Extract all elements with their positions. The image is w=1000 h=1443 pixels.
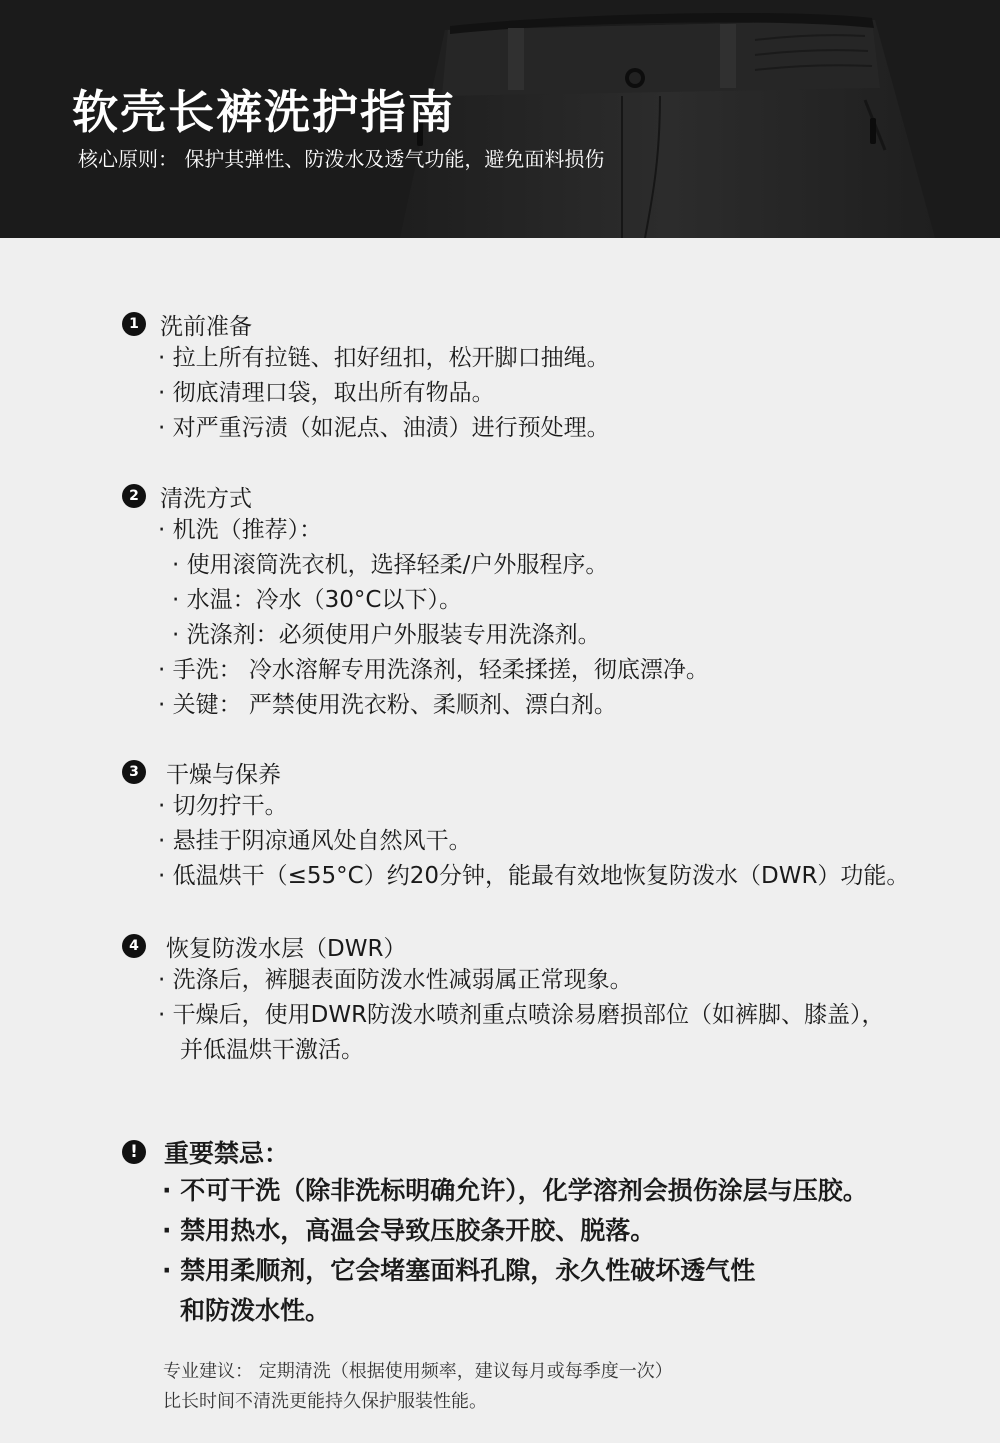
- list-item: · 机洗（推荐）：: [158, 517, 323, 543]
- warning-item: · 禁用热水，高温会导致压胶条开胶、脱落。: [162, 1216, 656, 1245]
- list-item: · 使用滚筒洗衣机，选择轻柔/户外服程序。: [172, 552, 609, 578]
- section-header: [122, 755, 909, 789]
- professional-advice: [163, 1357, 673, 1417]
- number-badge: 2: [122, 484, 146, 508]
- list-item: · 低温烘干（≤55°C）约20分钟，能最有效地恢复防泼水（DWR）功能。: [158, 863, 910, 889]
- section-header: [122, 929, 885, 963]
- warning-item: · 不可干洗（除非洗标明确允许），化学溶剂会损伤涂层与压胶。: [162, 1176, 868, 1205]
- warning-title: 重要禁忌：: [164, 1139, 290, 1168]
- list-item: · 关键： 严禁使用洗衣粉、柔顺剂、漂白剂。: [158, 692, 617, 718]
- list-item: · 洗涤剂：必须使用户外服装专用洗涤剂。: [172, 622, 601, 648]
- warning-section: [122, 1133, 868, 1331]
- page-subtitle: 核心原则： 保护其弹性、防泼水及透气功能，避免面料损伤: [78, 147, 605, 171]
- section-header: [122, 307, 610, 341]
- header-banner: [0, 0, 1000, 238]
- section-title: 恢复防泼水层（DWR）: [166, 935, 407, 962]
- warning-header: [122, 1133, 868, 1171]
- list-item: · 洗涤后，裤腿表面防泼水性减弱属正常现象。: [158, 967, 633, 993]
- list-item: · 干燥后，使用DWR防泼水喷剂重点喷涂易磨损部位（如裤脚、膝盖），: [158, 1002, 885, 1028]
- list-item: · 对严重污渍（如泥点、油渍）进行预处理。: [158, 415, 610, 441]
- exclamation-icon: !: [122, 1140, 146, 1164]
- section-title: 洗前准备: [160, 313, 252, 340]
- list-item: 并低温烘干激活。: [180, 1037, 364, 1063]
- advice-line: 专业建议： 定期清洗（根据使用频率，建议每月或每季度一次）: [163, 1361, 673, 1382]
- section-washing: [122, 479, 709, 723]
- section-header: [122, 479, 709, 513]
- section-pre-wash: [122, 307, 610, 446]
- list-item: · 拉上所有拉链、扣好纽扣，松开脚口抽绳。: [158, 345, 610, 371]
- section-drying: [122, 755, 909, 894]
- number-badge: 4: [122, 934, 146, 958]
- number-badge: 1: [122, 312, 146, 336]
- advice-line: 比长时间不清洗更能持久保护服装性能。: [163, 1391, 487, 1412]
- list-item: · 手洗： 冷水溶解专用洗涤剂，轻柔揉搓，彻底漂净。: [158, 657, 709, 683]
- list-item: · 水温：冷水（30°C以下）。: [172, 587, 462, 613]
- section-dwr: [122, 929, 885, 1068]
- number-badge: 3: [122, 760, 146, 784]
- page-title: 软壳长裤洗护指南: [72, 85, 456, 139]
- warning-item: · 禁用柔顺剂，它会堵塞面料孔隙，永久性破坏透气性: [162, 1256, 756, 1285]
- softshell-pants-image: [360, 0, 1000, 238]
- list-item: · 切勿拧干。: [158, 793, 288, 819]
- section-title: 清洗方式: [160, 485, 252, 512]
- list-item: · 悬挂于阴凉通风处自然风干。: [158, 828, 472, 854]
- section-title: 干燥与保养: [166, 761, 281, 788]
- warning-item: 和防泼水性。: [180, 1296, 331, 1325]
- list-item: · 彻底清理口袋，取出所有物品。: [158, 380, 495, 406]
